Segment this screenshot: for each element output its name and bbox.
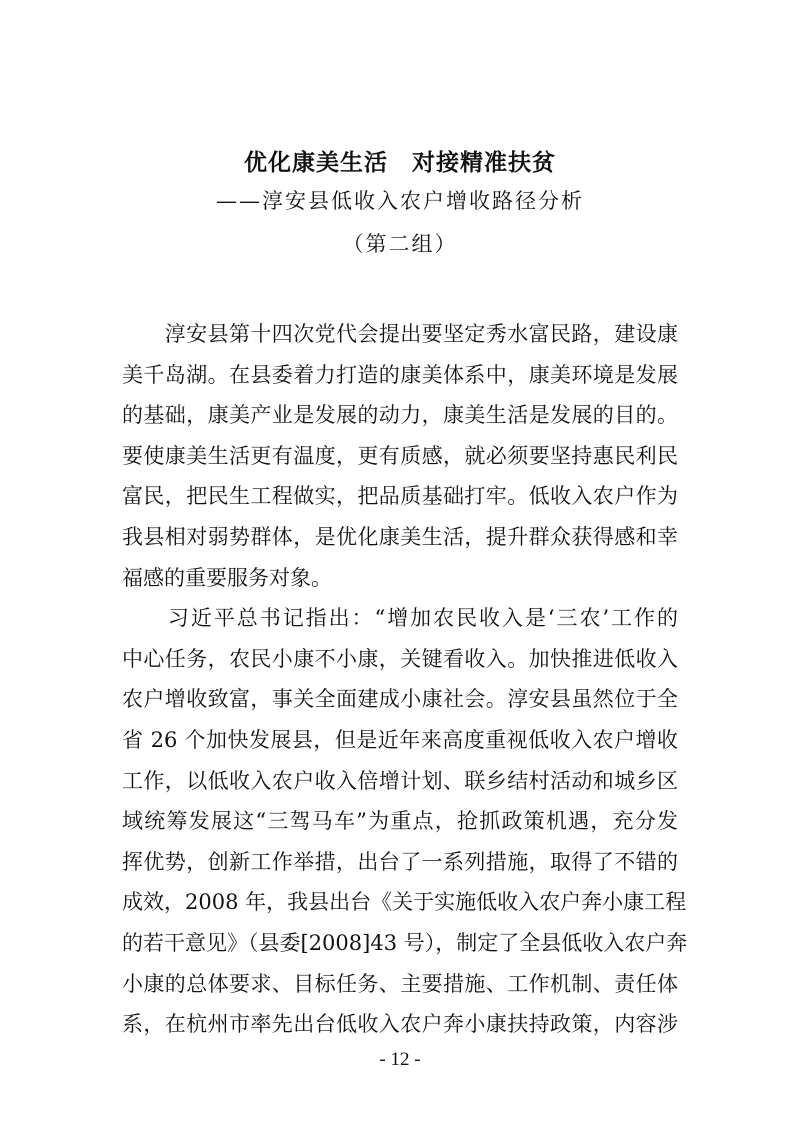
body-line: 域统筹发展这“三驾马车”为重点，抢抓政策机遇，充分发 (122, 809, 678, 834)
document-title: 优化康美生活 对接精准扶贫 (244, 150, 556, 176)
body-line: 小康的总体要求、目标任务、主要措施、工作机制、责任体 (122, 971, 678, 996)
body-text (122, 314, 688, 1045)
body-line: 挥优势，创新工作举措，出台了一系列措施，取得了不错的 (122, 849, 678, 874)
body-line: 的基础，康美产业是发展的动力，康美生活是发展的目的。 (122, 403, 678, 428)
body-line: 工作，以低收入农户收入倍增计划、联乡结村活动和城乡区 (122, 768, 678, 793)
body-line: 系，在杭州市率先出台低收入农户奔小康扶持政策，内容涉 (122, 1012, 678, 1037)
body-line: 要使康美生活更有温度，更有质感，就必须要坚持惠民利民 (122, 443, 678, 468)
body-line: 农户增收致富，事关全面建成小康社会。淳安县虽然位于全 (122, 687, 678, 712)
body-line: 的若干意见》（县委[2008]43 号），制定了全县低收入农户奔 (122, 930, 688, 955)
body-line: 美千岛湖。在县委着力打造的康美体系中，康美环境是发展 (122, 362, 678, 387)
body-line: 淳安县第十四次党代会提出要坚定秀水富民路，建设康 (122, 322, 678, 346)
body-line: 福感的重要服务对象。 (122, 565, 332, 590)
group-label: （第二组） (342, 232, 458, 256)
body-line: 省 26 个加快发展县，但是近年来高度重视低收入农户增收 (122, 727, 678, 752)
body-line: 习近平总书记指出：“增加农民收入是‘三农’工作的 (122, 606, 678, 631)
page-number: - 12 - (379, 1049, 421, 1070)
body-line: 富民，把民生工程做实，把品质基础打牢。低收入农户作为 (122, 484, 678, 509)
body-line: 我县相对弱势群体，是优化康美生活，提升群众获得感和幸 (122, 524, 678, 549)
body-line: 中心任务，农民小康不小康，关键看收入。加快推进低收入 (122, 646, 678, 671)
document-subtitle: ——淳安县低收入农户增收路径分析 (216, 189, 584, 213)
body-line: 成效，2008 年，我县出台《关于实施低收入农户奔小康工程 (122, 890, 687, 915)
